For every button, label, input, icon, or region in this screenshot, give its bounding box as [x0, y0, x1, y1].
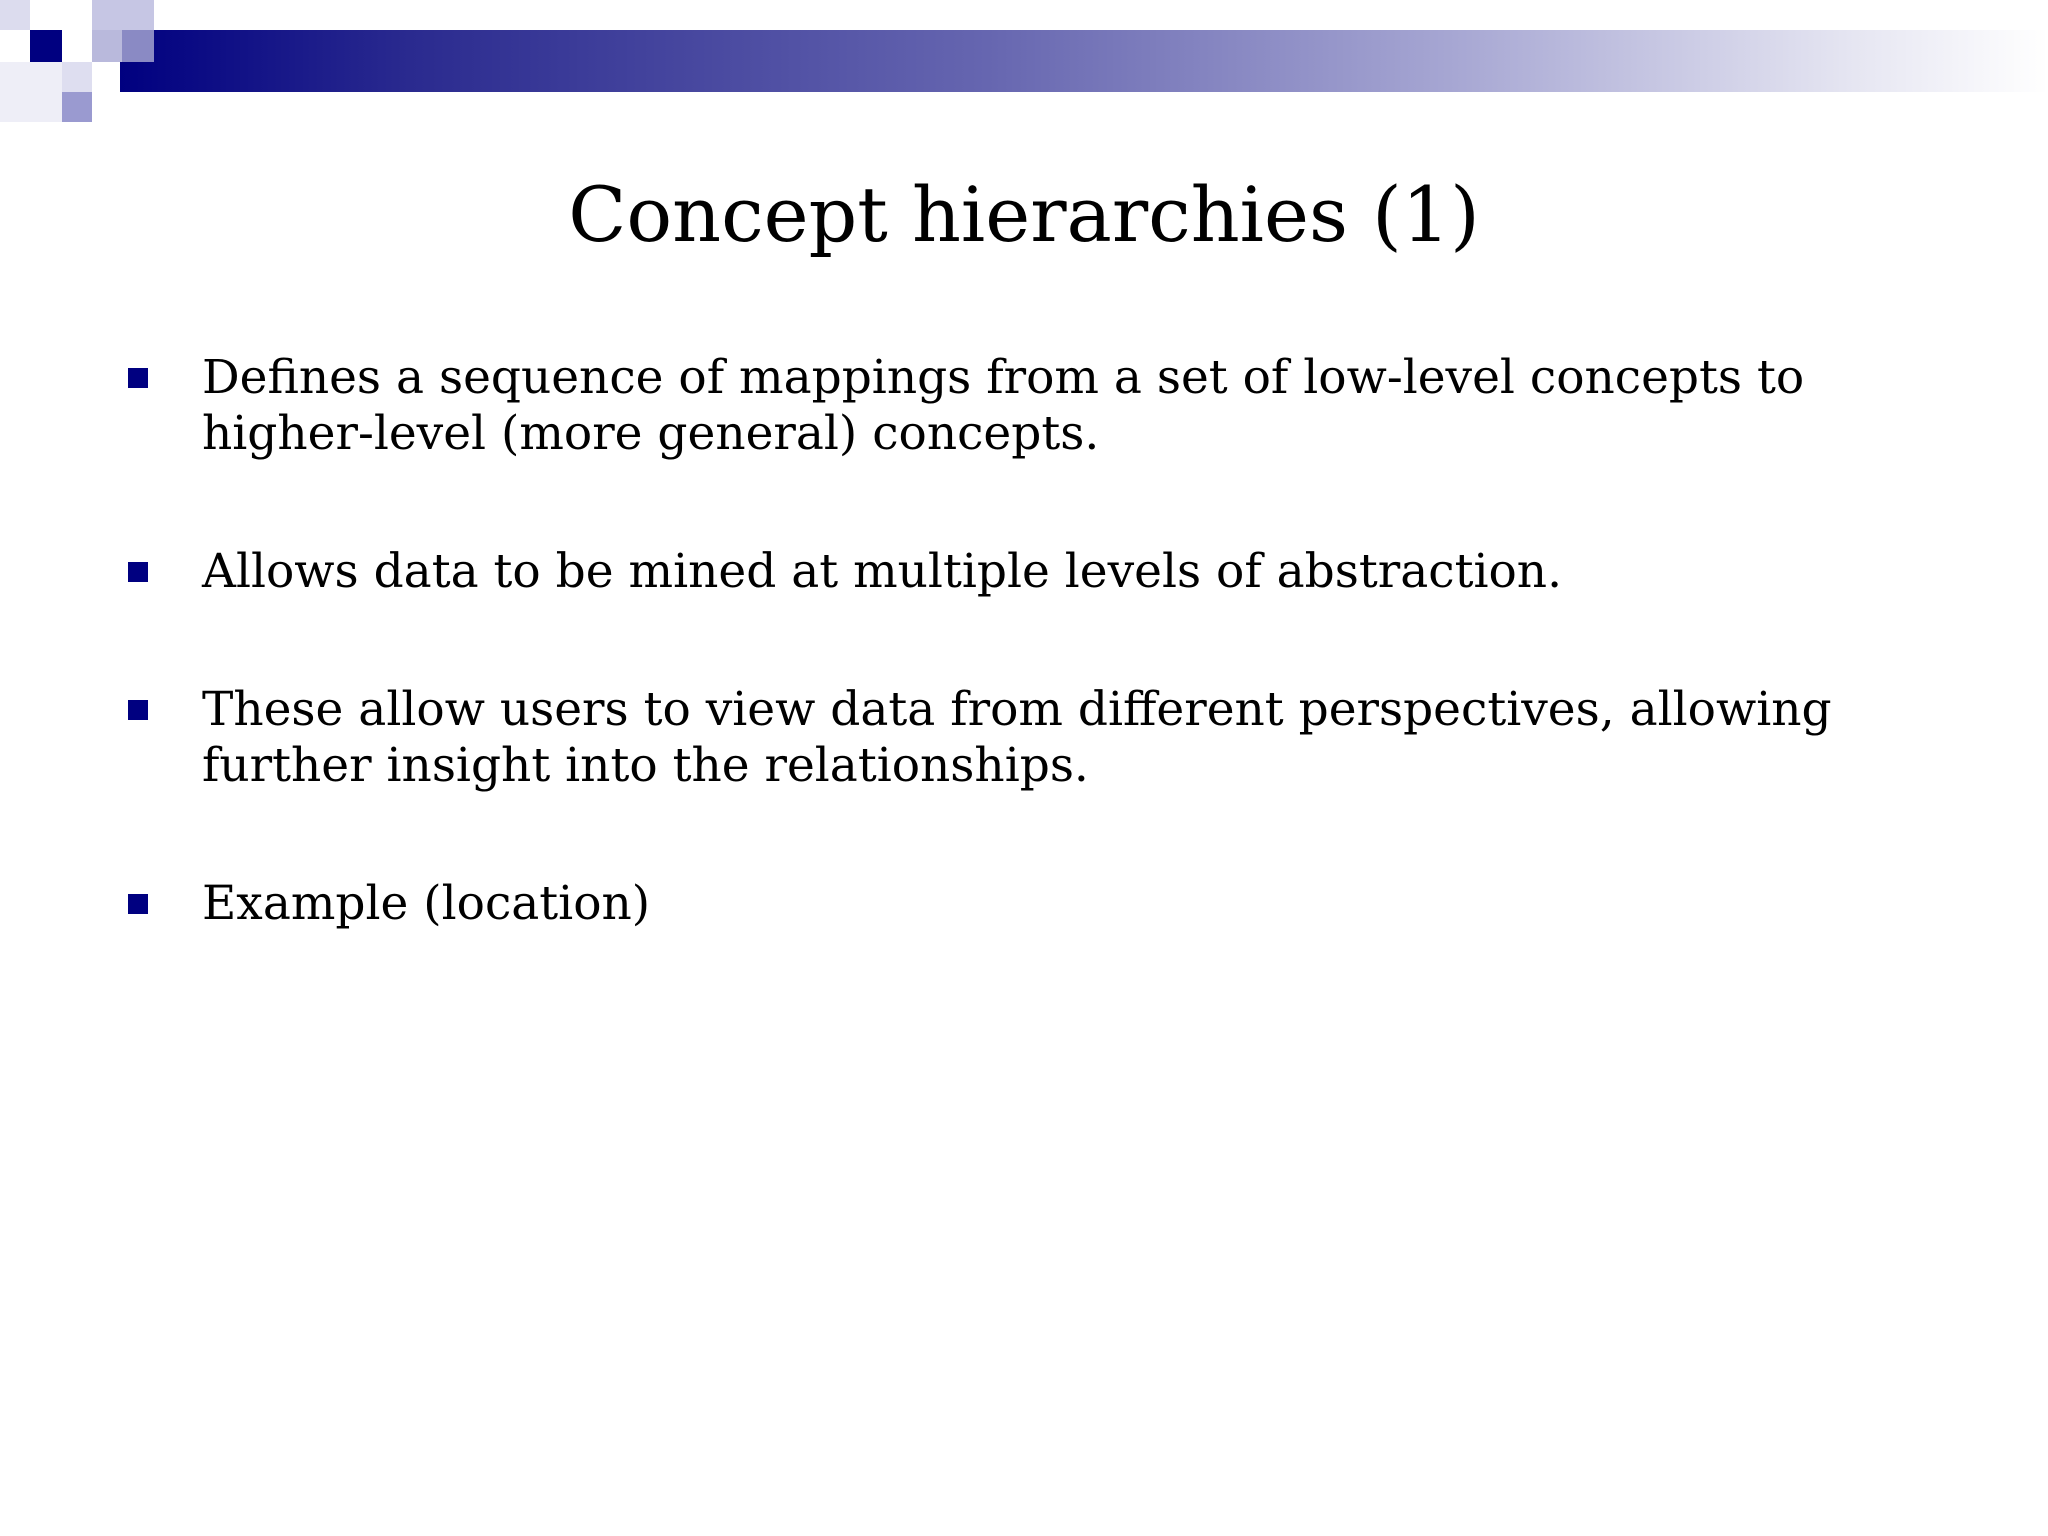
decorative-square — [122, 30, 154, 62]
bullet-text: Defines a sequence of mappings from a set of low-level concepts to higher-level (more general) concepts. — [202, 350, 1805, 461]
bullet-item — [120, 876, 1940, 932]
bullet-text: Example (location) — [202, 876, 651, 931]
decorative-square — [0, 62, 62, 122]
decorative-square — [62, 0, 92, 30]
decorative-square — [0, 0, 30, 30]
decorative-square — [92, 0, 154, 30]
decorative-square — [62, 62, 92, 92]
bullet-item — [120, 544, 1940, 600]
header-gradient-bar — [120, 30, 2048, 92]
bullet-text: These allow users to view data from different perspectives, allowing further insight into the relationships. — [202, 682, 1832, 793]
decorative-square — [92, 30, 122, 62]
decorative-square — [62, 92, 92, 122]
square-bullet-icon — [128, 368, 148, 388]
bullet-item — [120, 682, 1940, 794]
bullet-text: Allows data to be mined at multiple levels of abstraction. — [202, 544, 1563, 599]
square-bullet-icon — [128, 562, 148, 582]
bullet-list — [120, 350, 1940, 1014]
bullet-item — [120, 350, 1940, 462]
slide-title: Concept hierarchies (1) — [568, 170, 1480, 259]
square-bullet-icon — [128, 700, 148, 720]
square-bullet-icon — [128, 894, 148, 914]
decorative-square — [30, 30, 62, 62]
